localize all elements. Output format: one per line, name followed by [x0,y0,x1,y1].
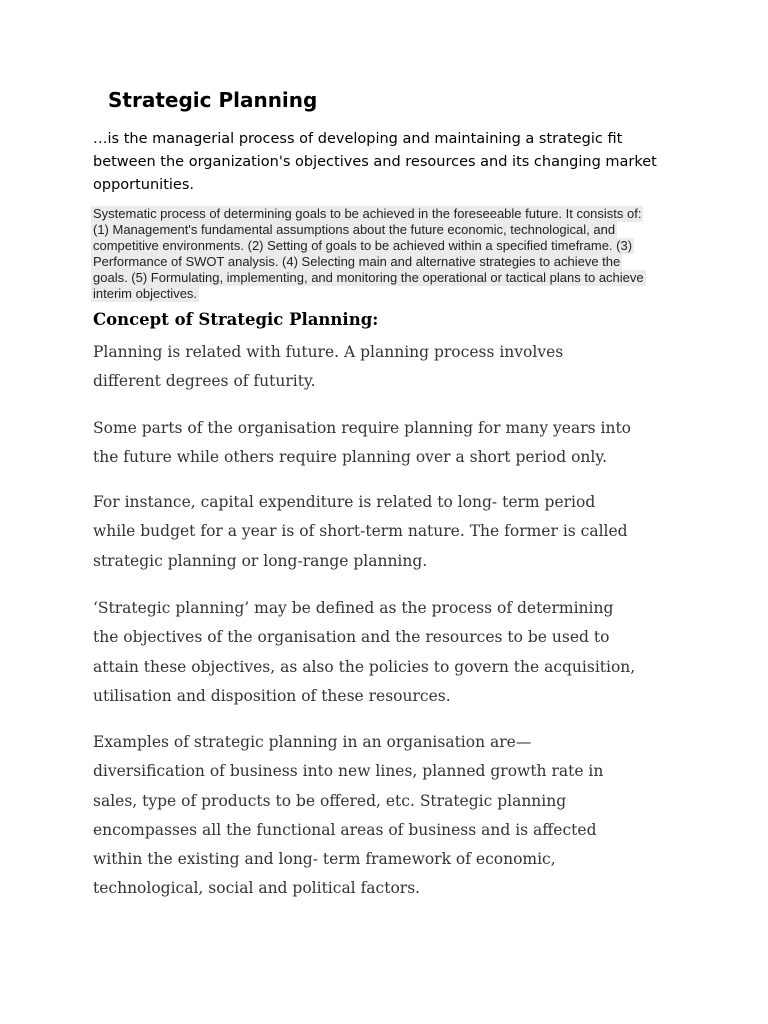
paragraph-line: ‘Strategic planning’ may be defined as the process of determining [93,599,614,617]
highlight-line: Systematic process of determining goals to be achieved in the foreseeable future. It consists of: [93,206,642,221]
intro-line: between the organization's objectives and resources and its changing market [93,154,657,170]
paragraph-line: attain these objectives, as also the policies to govern the acquisition, [93,657,636,676]
highlight-line: (1) Management's fundamental assumptions about the future economic, technological, and [93,222,616,237]
paragraph-line: while budget for a year is of short-term nature. The former is called [93,522,628,541]
paragraph-line: utilisation and disposition of these resources. [93,686,451,705]
highlight-line: goals. (5) Formulating, implementing, and monitoring the operational or tactical plans to achieve [93,270,644,285]
page-title: Strategic Planning [108,88,318,112]
paragraph-line: technological, social and political factors. [93,879,421,898]
paragraph-futurity [93,338,563,397]
paragraph-line: Planning is related with future. A planning process involves [93,343,564,361]
intro-definition [93,128,693,197]
intro-line: opportunities. [93,177,195,193]
paragraph-planning-horizons [93,414,631,473]
paragraph-line: within the existing and long- term framework of economic, [93,850,556,869]
highlight-line: Performance of SWOT analysis. (4) Selecting main and alternative strategies to achieve the [93,254,621,269]
paragraph-line: the future while others require planning over a short period only. [93,448,607,467]
paragraph-line: Examples of strategic planning in an organisation are— [93,733,532,751]
paragraph-line: strategic planning or long-range planning. [93,551,428,570]
highlight-line: competitive environments. (2) Setting of goals to be achieved within a specified timeframe. (3) [93,238,633,253]
paragraph-line: diversification of business into new lines, planned growth rate in [93,762,604,781]
paragraph-line: For instance, capital expenditure is related to long- term period [93,493,596,511]
paragraph-examples [93,728,603,904]
paragraph-line: Some parts of the organisation require planning for many years into [93,419,632,437]
highlight-line: interim objectives. [93,286,198,301]
paragraph-line: encompasses all the functional areas of business and is affected [93,820,597,839]
paragraph-line: the objectives of the organisation and the resources to be used to [93,628,610,647]
paragraph-line: sales, type of products to be offered, etc. Strategic planning [93,791,567,810]
highlighted-definition [91,206,669,302]
section-heading: Concept of Strategic Planning: [93,310,379,329]
paragraph-line: different degrees of futurity. [93,372,316,391]
paragraph-capital-expenditure [93,488,628,576]
paragraph-definition [93,594,635,711]
intro-line: …is the managerial process of developing and maintaining a strategic fit [93,131,623,147]
